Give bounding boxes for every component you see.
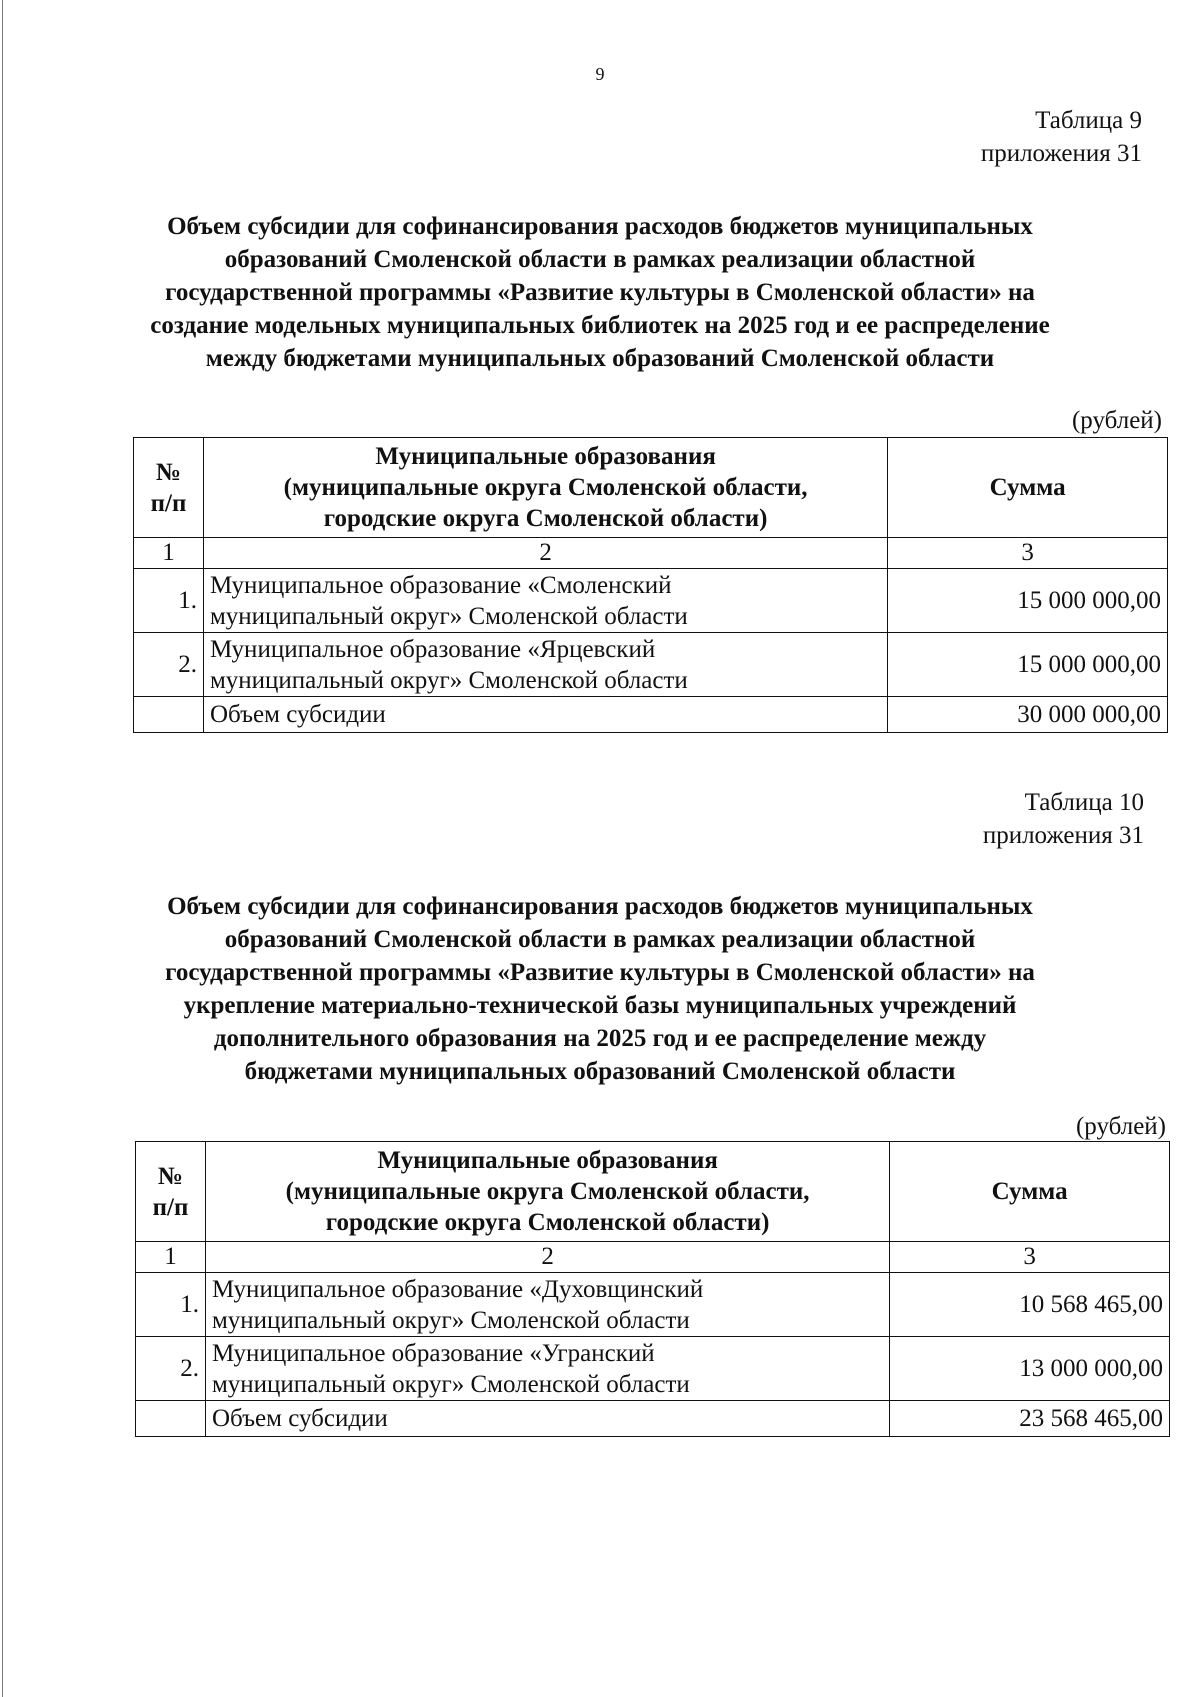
heading-line: укрепление материально-технической базы муниципальных учреждений — [183, 992, 1017, 1019]
header-municipality-line: городские округа Смоленской области) — [323, 505, 768, 532]
column-index: 3 — [888, 538, 1168, 569]
heading-line: образований Смоленской области в рамках реализации областной — [224, 926, 976, 953]
subsidy-table — [133, 437, 1168, 733]
row-municipality-line: Муниципальное образование «Духовщинский — [211, 1275, 704, 1303]
header-municipality-line: городские округа Смоленской области) — [325, 1209, 770, 1236]
unit-label: (рублей) — [1075, 1113, 1166, 1140]
heading-line: государственной программы «Развитие культуры в Смоленской области» на — [165, 279, 1035, 306]
table-heading — [120, 210, 1080, 375]
heading-line: дополнительного образования на 2025 год и ее распределение между — [213, 1025, 987, 1052]
heading-line: создание модельных муниципальных библиотек на 2025 год и ее распределение — [150, 312, 1050, 339]
total-label: Объем субсидии — [205, 1401, 889, 1437]
header-municipality-line: Муниципальные образования — [375, 443, 716, 470]
header-num-symbol: № — [155, 458, 182, 486]
heading-line: Объем субсидии для софинансирования расходов бюджетов муниципальных — [167, 213, 1033, 240]
column-index: 2 — [205, 1242, 889, 1273]
column-index: 1 — [134, 538, 204, 569]
heading-line: государственной программы «Развитие культуры в Смоленской области» на — [165, 959, 1035, 986]
table-header-row — [134, 438, 1168, 538]
column-index-row — [136, 1242, 1170, 1273]
total-row — [136, 1401, 1170, 1437]
column-index: 2 — [203, 538, 887, 569]
total-num-empty — [136, 1401, 206, 1437]
row-number: 2. — [134, 633, 204, 697]
column-index-row — [134, 538, 1168, 569]
heading-line: между бюджетами муниципальных образований Смоленской области — [205, 345, 995, 372]
row-municipality-line: муниципальный округ» Смоленской области — [209, 666, 688, 694]
header-municipality-line: Муниципальные образования — [377, 1147, 718, 1174]
row-sum: 15 000 000,00 — [888, 633, 1168, 697]
table-row — [136, 1273, 1170, 1337]
row-municipality — [203, 633, 887, 697]
row-number: 1. — [134, 569, 204, 633]
row-municipality — [205, 1337, 889, 1401]
table-row — [134, 633, 1168, 697]
heading-line: Объем субсидии для софинансирования расходов бюджетов муниципальных — [167, 893, 1033, 920]
row-municipality-line: муниципальный округ» Смоленской области — [211, 1370, 690, 1398]
header-sum: Сумма — [890, 1142, 1170, 1242]
total-num-empty — [134, 697, 204, 733]
table-row — [134, 569, 1168, 633]
column-index: 3 — [890, 1242, 1170, 1273]
header-num-abbr: п/п — [152, 1193, 189, 1221]
row-municipality-line: муниципальный округ» Смоленской области — [209, 602, 688, 630]
row-sum: 13 000 000,00 — [890, 1337, 1170, 1401]
header-municipality-line: (муниципальные округа Смоленской области, — [285, 1178, 810, 1205]
row-sum: 15 000 000,00 — [888, 569, 1168, 633]
header-num — [136, 1142, 206, 1242]
row-municipality — [203, 569, 887, 633]
heading-line: образований Смоленской области в рамках реализации областной — [224, 246, 976, 273]
total-sum: 30 000 000,00 — [888, 697, 1168, 733]
row-municipality-line: Муниципальное образование «Ярцевский — [209, 635, 656, 663]
header-municipality — [205, 1142, 889, 1242]
table-heading — [120, 890, 1080, 1088]
table-row — [136, 1337, 1170, 1401]
caption-table-number: Таблица 9 — [1035, 107, 1142, 134]
header-sum: Сумма — [888, 438, 1168, 538]
header-municipality-line: (муниципальные округа Смоленской области, — [283, 474, 808, 501]
row-municipality-line: муниципальный округ» Смоленской области — [211, 1306, 690, 1334]
unit-label: (рублей) — [1071, 407, 1162, 434]
caption-appendix: приложения 31 — [982, 822, 1144, 849]
page-number: 9 — [595, 64, 605, 84]
caption-appendix: приложения 31 — [980, 140, 1142, 167]
table-caption — [983, 786, 1144, 852]
scan-margin-line — [2, 0, 3, 1697]
table-header-row — [136, 1142, 1170, 1242]
total-row — [134, 697, 1168, 733]
heading-line: бюджетами муниципальных образований Смоленской области — [244, 1058, 956, 1085]
header-num-abbr: п/п — [150, 489, 187, 517]
subsidy-table — [135, 1141, 1170, 1437]
row-number: 1. — [136, 1273, 206, 1337]
total-label: Объем субсидии — [203, 697, 887, 733]
row-number: 2. — [136, 1337, 206, 1401]
row-municipality — [205, 1273, 889, 1337]
header-num-symbol: № — [157, 1162, 184, 1190]
table-caption — [981, 104, 1142, 170]
row-sum: 10 568 465,00 — [890, 1273, 1170, 1337]
header-municipality — [203, 438, 887, 538]
column-index: 1 — [136, 1242, 206, 1273]
row-municipality-line: Муниципальное образование «Смоленский — [209, 571, 672, 599]
total-sum: 23 568 465,00 — [890, 1401, 1170, 1437]
caption-table-number: Таблица 10 — [1024, 789, 1144, 816]
row-municipality-line: Муниципальное образование «Угранский — [211, 1339, 655, 1367]
header-num — [134, 438, 204, 538]
